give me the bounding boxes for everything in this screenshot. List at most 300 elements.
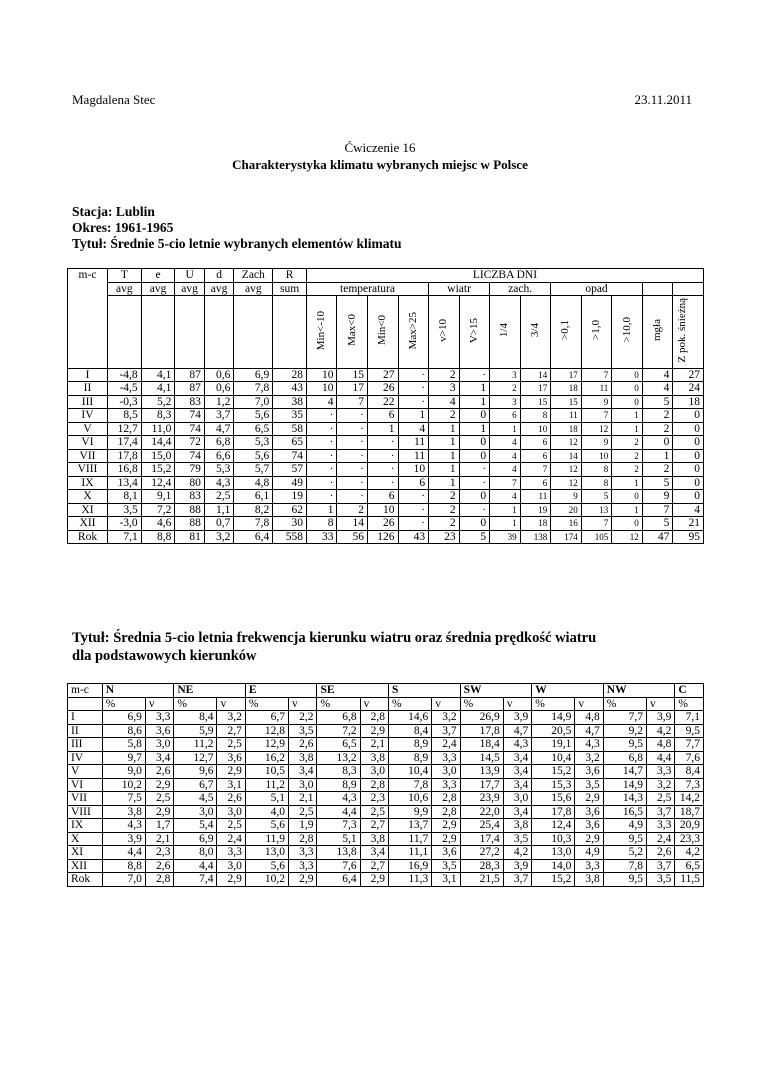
- table-row: [68, 846, 704, 860]
- table-cell: 15: [551, 395, 582, 409]
- table-cell: ·: [398, 395, 429, 409]
- table-row: [68, 368, 704, 382]
- table-row: [68, 805, 704, 819]
- table-cell: 1,2: [204, 395, 233, 409]
- table-cell: 1: [429, 449, 460, 463]
- table-cell: 9,5: [675, 724, 704, 738]
- table-cell: ·: [398, 382, 429, 396]
- table-row: [68, 436, 704, 450]
- table-cell: 7: [581, 517, 612, 531]
- table-cell: ·: [306, 463, 337, 477]
- table-cell: 4: [673, 503, 704, 517]
- table-cell: 2,8: [432, 805, 460, 819]
- table-cell: ·: [368, 436, 399, 450]
- table-cell: 1,1: [204, 503, 233, 517]
- col-header-e: e: [141, 269, 175, 283]
- table-cell: 6: [398, 476, 429, 490]
- row-label: IX: [68, 476, 108, 490]
- table-cell: 7,8: [234, 382, 273, 396]
- table-cell: ·: [368, 449, 399, 463]
- table-cell: 7: [337, 395, 368, 409]
- table-row: [68, 517, 704, 531]
- table-cell: 6: [520, 436, 551, 450]
- table-cell: 4,9: [603, 819, 646, 833]
- table-cell: 6,7: [174, 778, 217, 792]
- table-cell: 8,0: [174, 846, 217, 860]
- table-cell: 3,7: [204, 409, 233, 423]
- table-cell: 10,4: [389, 765, 432, 779]
- table-cell: 23,9: [460, 792, 503, 806]
- row-label: I: [68, 711, 103, 725]
- vheader-v-gt-10: v>10: [437, 318, 450, 342]
- table-cell: 2,4: [432, 738, 460, 752]
- table-cell: 4,2: [675, 846, 704, 860]
- table-cell: 4,7: [503, 724, 531, 738]
- table-cell: 7,4: [174, 873, 217, 887]
- table-cell: 15,6: [532, 792, 575, 806]
- empty-header-cell: [642, 282, 673, 296]
- table-cell: 87: [175, 382, 204, 396]
- table-cell: 2,7: [360, 859, 388, 873]
- table-cell: 9,1: [141, 490, 175, 504]
- table-cell: 2,8: [432, 792, 460, 806]
- table-cell: 18,4: [460, 738, 503, 752]
- table-cell: 5,4: [174, 819, 217, 833]
- table-cell: 62: [273, 503, 307, 517]
- table-cell: 2,9: [145, 805, 173, 819]
- table-cell: 27,2: [460, 846, 503, 860]
- table-cell: 9,6: [174, 765, 217, 779]
- document-date: 23.11.2011: [634, 92, 692, 107]
- table-cell: 27: [673, 368, 704, 382]
- row-label: XII: [68, 859, 103, 873]
- vheader-snow-cover: Z pok. śnieżną: [676, 298, 689, 363]
- table-cell: 3,3: [432, 778, 460, 792]
- table-cell: 12,9: [245, 738, 288, 752]
- table-cell: 23,3: [675, 832, 704, 846]
- table-cell: 105: [581, 530, 612, 544]
- table-cell: 558: [273, 530, 307, 544]
- table-row: [68, 463, 704, 477]
- table-cell: 2,8: [360, 711, 388, 725]
- table-cell: 3,4: [145, 751, 173, 765]
- table-cell: 3,0: [174, 805, 217, 819]
- table-cell: 14,5: [460, 751, 503, 765]
- row-label: II: [68, 382, 108, 396]
- table-cell: 2,6: [646, 846, 674, 860]
- table-cell: 4,2: [646, 724, 674, 738]
- table-cell: 18: [520, 517, 551, 531]
- group-header-temperatura: temperatura: [306, 282, 428, 296]
- row-label: IV: [68, 751, 103, 765]
- table-cell: 2,3: [360, 792, 388, 806]
- table-cell: 14,2: [675, 792, 704, 806]
- table-cell: 17: [551, 368, 582, 382]
- table-cell: 4: [490, 436, 521, 450]
- table-cell: 20,9: [675, 819, 704, 833]
- table-cell: 4: [429, 395, 460, 409]
- table-cell: 3,5: [503, 832, 531, 846]
- table-cell: 1: [429, 436, 460, 450]
- table-cell: 0: [673, 476, 704, 490]
- table-cell: 4: [490, 463, 521, 477]
- table-cell: 15: [520, 395, 551, 409]
- table-cell: 13,4: [108, 476, 142, 490]
- table-cell: 17,7: [460, 778, 503, 792]
- table-cell: 15: [337, 368, 368, 382]
- sub-header-percent: %: [102, 697, 145, 711]
- table2-title-line-2: dla podstawowych kierunków: [72, 648, 257, 664]
- table-cell: 10: [520, 422, 551, 436]
- table-cell: 10,2: [245, 873, 288, 887]
- table-cell: 3,0: [289, 778, 317, 792]
- row-label: I: [68, 368, 108, 382]
- table-cell: 74: [175, 449, 204, 463]
- table-cell: 1: [306, 503, 337, 517]
- table-cell: 2,1: [360, 738, 388, 752]
- col-header-SE: SE: [317, 684, 389, 698]
- table-cell: 7,0: [102, 873, 145, 887]
- table-cell: ·: [398, 368, 429, 382]
- table-cell: 3,6: [575, 819, 603, 833]
- table-cell: 6,8: [317, 711, 360, 725]
- table-cell: ·: [337, 436, 368, 450]
- group-header-opad: opad: [551, 282, 643, 296]
- row-label: XI: [68, 846, 103, 860]
- table-cell: 12,8: [245, 724, 288, 738]
- table-cell: 2: [642, 409, 673, 423]
- table-cell: 3,6: [575, 805, 603, 819]
- table-cell: 12: [612, 530, 643, 544]
- table-cell: 138: [520, 530, 551, 544]
- table-cell: ·: [459, 463, 490, 477]
- table-cell: 3,4: [289, 765, 317, 779]
- table-cell: ·: [459, 503, 490, 517]
- table-cell: 174: [551, 530, 582, 544]
- table-cell: 8,2: [234, 503, 273, 517]
- table-row: [68, 490, 704, 504]
- col-header-U: U: [175, 269, 204, 283]
- table-cell: 74: [273, 449, 307, 463]
- table-cell: 33: [306, 530, 337, 544]
- table-cell: 4: [490, 449, 521, 463]
- table-cell: 3: [490, 368, 521, 382]
- table-cell: 12: [551, 436, 582, 450]
- table-cell: 4: [642, 382, 673, 396]
- table-cell: 1: [459, 382, 490, 396]
- table-cell: 10: [306, 368, 337, 382]
- table-cell: 11,3: [389, 873, 432, 887]
- table-cell: 5,3: [204, 463, 233, 477]
- table-cell: 14,3: [603, 792, 646, 806]
- table-cell: 2,9: [432, 819, 460, 833]
- table-cell: 3,3: [289, 846, 317, 860]
- table-cell: 28: [273, 368, 307, 382]
- table-cell: 5,1: [245, 792, 288, 806]
- table-cell: ·: [337, 490, 368, 504]
- table-cell: 18: [551, 382, 582, 396]
- table1-header-row-2: [68, 282, 704, 296]
- table-cell: 13,0: [245, 846, 288, 860]
- sub-header-speed: v: [575, 697, 603, 711]
- table-row: [68, 476, 704, 490]
- table-cell: -4,5: [108, 382, 142, 396]
- table-cell: 8,8: [102, 859, 145, 873]
- table-cell: 7: [581, 409, 612, 423]
- table-cell: 8,9: [317, 778, 360, 792]
- table-cell: 18,7: [675, 805, 704, 819]
- table-cell: 2,5: [217, 819, 245, 833]
- table-cell: 5: [642, 517, 673, 531]
- row-label: VII: [68, 792, 103, 806]
- table-cell: 3,2: [204, 530, 233, 544]
- table-cell: 0: [459, 409, 490, 423]
- table-cell: 8,4: [675, 765, 704, 779]
- table-cell: 28,3: [460, 859, 503, 873]
- table-cell: 3,8: [360, 751, 388, 765]
- table-cell: 10,5: [245, 765, 288, 779]
- table-cell: 10: [368, 503, 399, 517]
- row-label: Rok: [68, 873, 103, 887]
- table1-header-row-3: [68, 296, 704, 369]
- row-label: VIII: [68, 463, 108, 477]
- sub-header-avg: avg: [141, 282, 175, 296]
- table-cell: 95: [673, 530, 704, 544]
- station-name: Stacja: Lublin: [72, 204, 155, 219]
- table-cell: 0: [612, 382, 643, 396]
- table-cell: 0,7: [204, 517, 233, 531]
- table-cell: 2,8: [289, 832, 317, 846]
- table-cell: 17,4: [108, 436, 142, 450]
- table-cell: 0: [642, 436, 673, 450]
- table-cell: 2: [642, 463, 673, 477]
- table-cell: 4,2: [503, 846, 531, 860]
- table1-header-row-1: [68, 269, 704, 283]
- table-cell: 10,6: [389, 792, 432, 806]
- table-cell: 8,6: [102, 724, 145, 738]
- table-cell: ·: [337, 449, 368, 463]
- table-cell: 4,1: [141, 368, 175, 382]
- sub-header-avg: avg: [234, 282, 273, 296]
- table-cell: 6,8: [603, 751, 646, 765]
- table-cell: 1: [612, 409, 643, 423]
- table-cell: 8,4: [174, 711, 217, 725]
- table-cell: 3,2: [575, 751, 603, 765]
- table-cell: 24: [673, 382, 704, 396]
- table-cell: 5,6: [245, 819, 288, 833]
- table-cell: 0: [612, 517, 643, 531]
- table-cell: 30: [273, 517, 307, 531]
- table-cell: 23: [429, 530, 460, 544]
- table-cell: 20,5: [532, 724, 575, 738]
- table-cell: 6,5: [675, 859, 704, 873]
- table-cell: 4,0: [245, 805, 288, 819]
- table-cell: 20: [551, 503, 582, 517]
- table-cell: 10: [306, 382, 337, 396]
- sub-header-speed: v: [432, 697, 460, 711]
- table-cell: 9,2: [603, 724, 646, 738]
- table-cell: 11,7: [389, 832, 432, 846]
- table-cell: 1: [612, 503, 643, 517]
- table-cell: 27: [368, 368, 399, 382]
- table-row: [68, 792, 704, 806]
- table-cell: 13,0: [532, 846, 575, 860]
- table-cell: 2,9: [289, 873, 317, 887]
- table-cell: 2,5: [217, 738, 245, 752]
- table-cell: 12,7: [174, 751, 217, 765]
- table-cell: 14,6: [389, 711, 432, 725]
- table-cell: 79: [175, 463, 204, 477]
- table-cell: 3,6: [145, 724, 173, 738]
- table-cell: 9,5: [603, 873, 646, 887]
- table-cell: 0: [673, 490, 704, 504]
- table-cell: 1: [612, 422, 643, 436]
- table-cell: 0: [459, 449, 490, 463]
- table-cell: 4,8: [234, 476, 273, 490]
- table-cell: 2: [490, 382, 521, 396]
- table-cell: 3,8: [503, 819, 531, 833]
- sub-header-percent: %: [603, 697, 646, 711]
- table-cell: ·: [337, 463, 368, 477]
- table-cell: 2,3: [145, 846, 173, 860]
- sub-header-percent: %: [532, 697, 575, 711]
- table-cell: 2: [642, 422, 673, 436]
- table-cell: 14,9: [603, 778, 646, 792]
- table-cell: 2: [429, 409, 460, 423]
- climate-elements-table: [67, 268, 704, 544]
- table-cell: 3,2: [432, 711, 460, 725]
- table-cell: 3,0: [217, 859, 245, 873]
- table-cell: 3,8: [575, 873, 603, 887]
- table-cell: 4,3: [204, 476, 233, 490]
- table-cell: 3,0: [503, 792, 531, 806]
- table-cell: 4: [306, 395, 337, 409]
- table-cell: 2,5: [289, 805, 317, 819]
- table-cell: 8,8: [141, 530, 175, 544]
- table-cell: 0: [612, 395, 643, 409]
- table-row: [68, 530, 704, 544]
- table-cell: 7,8: [603, 859, 646, 873]
- table-cell: 2,5: [204, 490, 233, 504]
- table-cell: 5,9: [174, 724, 217, 738]
- table-cell: 10,4: [532, 751, 575, 765]
- table-cell: 43: [273, 382, 307, 396]
- author-name: Magdalena Stec: [72, 92, 156, 107]
- table-row: [68, 449, 704, 463]
- table-cell: 1,7: [145, 819, 173, 833]
- table-cell: 80: [175, 476, 204, 490]
- table-cell: 9: [642, 490, 673, 504]
- table-cell: 2: [612, 436, 643, 450]
- sub-header-avg: avg: [204, 282, 233, 296]
- sub-header-percent: %: [460, 697, 503, 711]
- table-cell: 3,0: [360, 765, 388, 779]
- table-cell: 72: [175, 436, 204, 450]
- table-cell: 7,6: [675, 751, 704, 765]
- table-cell: 83: [175, 395, 204, 409]
- table-cell: 5: [581, 490, 612, 504]
- table-cell: 7,6: [317, 859, 360, 873]
- table-cell: 2,8: [145, 873, 173, 887]
- table-cell: 4,1: [141, 382, 175, 396]
- table-cell: 9,7: [102, 751, 145, 765]
- table-cell: 5,1: [317, 832, 360, 846]
- table-cell: 3,8: [289, 751, 317, 765]
- table-cell: 2,6: [145, 859, 173, 873]
- col-header-T: T: [108, 269, 142, 283]
- table-cell: 2,9: [432, 832, 460, 846]
- table-cell: 6,5: [317, 738, 360, 752]
- exercise-number: Ćwiczenie 16: [344, 140, 416, 155]
- table-cell: 6: [368, 409, 399, 423]
- table-cell: 1: [429, 463, 460, 477]
- table-cell: 5: [459, 530, 490, 544]
- table-cell: 2,5: [646, 792, 674, 806]
- table-cell: 6,7: [245, 711, 288, 725]
- table-cell: 11,1: [389, 846, 432, 860]
- col-header-C: C: [675, 684, 704, 698]
- table-cell: 3,6: [217, 751, 245, 765]
- table-cell: 26,9: [460, 711, 503, 725]
- table-cell: 65: [273, 436, 307, 450]
- table-cell: 0: [673, 409, 704, 423]
- table-cell: 88: [175, 503, 204, 517]
- table-cell: 17,8: [460, 724, 503, 738]
- table-cell: 43: [398, 530, 429, 544]
- table-cell: 17: [337, 382, 368, 396]
- table-cell: 8,9: [389, 738, 432, 752]
- table-cell: 10: [398, 463, 429, 477]
- vheader-min-lt-10: Min<-10: [315, 310, 328, 350]
- table-cell: 16,9: [389, 859, 432, 873]
- station-period: Okres: 1961-1965: [72, 220, 174, 235]
- table-row: [68, 859, 704, 873]
- col-header-NW: NW: [603, 684, 675, 698]
- table-cell: 4,7: [204, 422, 233, 436]
- table-cell: 14: [520, 368, 551, 382]
- table-cell: 1: [490, 422, 521, 436]
- vheader-max-gt-25: Max>25: [406, 311, 419, 349]
- sub-header-percent: %: [675, 697, 704, 711]
- table-cell: 3,6: [432, 846, 460, 860]
- table-cell: 6,9: [234, 368, 273, 382]
- table-cell: 74: [175, 409, 204, 423]
- col-header-NE: NE: [174, 684, 246, 698]
- table-cell: 12,4: [532, 819, 575, 833]
- table-cell: 8,3: [317, 765, 360, 779]
- row-label: VII: [68, 449, 108, 463]
- table-cell: 9,0: [102, 765, 145, 779]
- table-cell: 7,8: [389, 778, 432, 792]
- table-cell: 6,8: [204, 436, 233, 450]
- table-cell: 2: [429, 368, 460, 382]
- table-cell: 15,3: [532, 778, 575, 792]
- table-cell: 4,4: [646, 751, 674, 765]
- table-cell: 3,3: [217, 846, 245, 860]
- table-cell: 0: [459, 517, 490, 531]
- table-cell: 11,5: [675, 873, 704, 887]
- table-cell: 6: [368, 490, 399, 504]
- table-cell: 13,2: [317, 751, 360, 765]
- table-cell: ·: [368, 476, 399, 490]
- table-cell: 4: [490, 490, 521, 504]
- table-cell: 2: [429, 503, 460, 517]
- table-row: [68, 832, 704, 846]
- table-cell: 3,2: [646, 778, 674, 792]
- col-header-zach: Zach: [234, 269, 273, 283]
- row-label: XII: [68, 517, 108, 531]
- table-cell: 3,5: [646, 873, 674, 887]
